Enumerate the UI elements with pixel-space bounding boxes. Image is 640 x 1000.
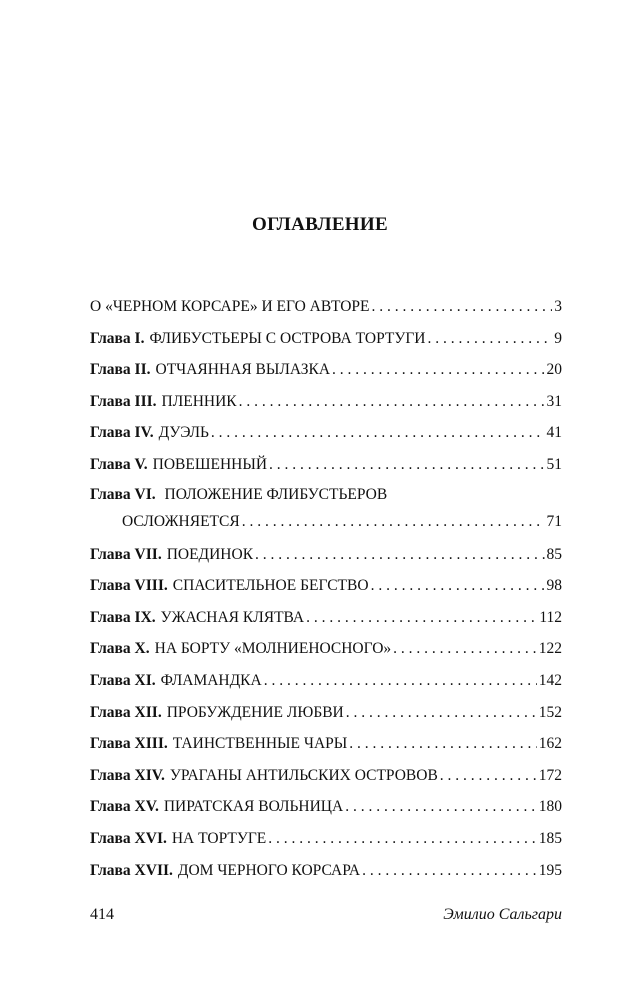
- dot-leader: [269, 449, 544, 481]
- toc-entry-title: СПАСИТЕЛЬНОЕ БЕГСТВО: [172, 577, 369, 595]
- toc-entry-title: ПОВЕШЕННЫЙ: [152, 455, 268, 473]
- toc-entry-title: О «ЧЕРНОМ КОРСАРЕ» И ЕГО АВТОРЕ: [90, 298, 370, 315]
- toc-entry-title: ДОМ ЧЕРНОГО КОРСАРА: [177, 861, 361, 879]
- dot-leader: [371, 570, 545, 602]
- toc-entry-title: ФЛИБУСТЬЕРЫ С ОСТРОВА ТОРТУГИ: [149, 329, 426, 347]
- toc-entry: [90, 354, 562, 386]
- toc-entry-page: 9: [554, 329, 562, 347]
- toc-entry-label: Глава IV.: [90, 424, 154, 442]
- toc-entry: [90, 291, 562, 323]
- toc-entry-title-continued: ОСЛОЖНЯЕТСЯ: [122, 512, 240, 530]
- toc-entry-title: ПОЛОЖЕНИЕ ФЛИБУСТЬЕРОВ: [164, 485, 388, 503]
- toc-entry-label: Глава XI.: [90, 671, 156, 689]
- toc-entry: [90, 570, 562, 602]
- toc-entry-label: Глава V.: [90, 455, 148, 473]
- toc-entry-title: ДУЭЛЬ: [158, 424, 209, 442]
- dot-leader: [346, 697, 537, 729]
- toc-entry-label: Глава II.: [90, 361, 151, 379]
- toc-entry: [90, 539, 562, 571]
- dot-leader: [242, 509, 545, 535]
- toc-entry-page: 71: [546, 512, 562, 530]
- toc-entry-label: Глава III.: [90, 392, 157, 410]
- toc-entry: [90, 791, 562, 823]
- toc-entry-title: ПРОБУЖДЕНИЕ ЛЮБВИ: [166, 703, 344, 721]
- dot-leader: [255, 539, 544, 571]
- toc-entry: [90, 323, 562, 355]
- toc-entry: [90, 728, 562, 760]
- page-number: 414: [90, 906, 114, 923]
- toc-entry: [90, 823, 562, 855]
- toc-entry-page: 85: [546, 545, 562, 563]
- toc-entry-label: Глава I.: [90, 329, 145, 347]
- toc-entry-page: 41: [546, 424, 562, 442]
- dot-leader: [239, 386, 545, 418]
- toc-entry-page: 162: [538, 735, 562, 753]
- toc-entry-title: ПЛЕННИК: [161, 392, 237, 410]
- toc-entry-title: НА ТОРТУГЕ: [171, 829, 267, 847]
- toc-entry-page: 3: [554, 298, 562, 315]
- toc-entry: [90, 697, 562, 729]
- toc-entry: [90, 449, 562, 481]
- toc-entry-label: Глава IX.: [90, 608, 156, 626]
- dot-leader: [306, 602, 537, 634]
- toc-entry-page: 142: [538, 671, 562, 689]
- toc-entry: [90, 665, 562, 697]
- page-title: ОГЛАВЛЕНИЕ: [252, 214, 388, 235]
- toc-entry-label: Глава XV.: [90, 798, 159, 816]
- dot-leader: [264, 665, 537, 697]
- dot-leader: [440, 760, 537, 792]
- page-footer: [90, 906, 562, 924]
- toc-entry-label: Глава VIII.: [90, 577, 168, 595]
- toc-entry-label: Глава XII.: [90, 703, 162, 721]
- toc-entry-page: 112: [539, 608, 562, 626]
- toc-entry: [90, 417, 562, 449]
- dot-leader: [332, 354, 544, 386]
- toc-entry: [90, 481, 562, 539]
- table-of-contents: [90, 291, 562, 886]
- toc-entry-page: 31: [546, 392, 562, 410]
- toc-entry-title: ПИРАТСКАЯ ВОЛЬНИЦА: [163, 798, 344, 816]
- toc-entry: [90, 386, 562, 418]
- toc-entry-label: Глава VII.: [90, 545, 162, 563]
- dot-leader: [393, 633, 537, 665]
- toc-entry-page: 122: [538, 640, 562, 658]
- toc-entry-label: Глава VI.: [90, 485, 156, 503]
- dot-leader: [211, 417, 545, 449]
- dot-leader: [349, 728, 536, 760]
- toc-entry-page: 51: [546, 455, 562, 473]
- toc-entry-page: 20: [546, 361, 562, 379]
- toc-entry-page: 195: [538, 861, 562, 879]
- toc-entry-title: ПОЕДИНОК: [166, 545, 254, 563]
- dot-leader: [372, 291, 553, 323]
- toc-entry-label: Глава XIV.: [90, 766, 165, 784]
- toc-entry: [90, 633, 562, 665]
- toc-entry: [90, 760, 562, 792]
- toc-entry-label: Глава XVII.: [90, 861, 173, 879]
- dot-leader: [362, 855, 537, 887]
- toc-entry-title: УЖАСНАЯ КЛЯТВА: [160, 608, 305, 626]
- toc-entry-title: НА БОРТУ «МОЛНИЕНОСНОГО»: [154, 640, 392, 658]
- toc-entry-label: Глава XVI.: [90, 829, 167, 847]
- dot-leader: [345, 791, 537, 823]
- toc-entry-page: 98: [546, 577, 562, 595]
- toc-entry-page: 185: [538, 829, 562, 847]
- toc-entry-title: УРАГАНЫ АНТИЛЬСКИХ ОСТРОВОВ: [169, 766, 438, 784]
- toc-entry-label: Глава XIII.: [90, 735, 168, 753]
- toc-entry: [90, 855, 562, 887]
- dot-leader: [427, 323, 552, 355]
- dot-leader: [268, 823, 536, 855]
- toc-entry-title: ОТЧАЯННАЯ ВЫЛАЗКА: [155, 361, 331, 379]
- toc-entry-page: 172: [538, 766, 562, 784]
- toc-entry-page: 180: [538, 798, 562, 816]
- toc-entry-title: ТАИНСТВЕННЫЕ ЧАРЫ: [172, 735, 348, 753]
- toc-entry-label: Глава X.: [90, 640, 150, 658]
- toc-entry: [90, 602, 562, 634]
- toc-entry-title: ФЛАМАНДКА: [160, 671, 262, 689]
- toc-entry-page: 152: [538, 703, 562, 721]
- running-author: Эмилио Сальгари: [443, 906, 562, 923]
